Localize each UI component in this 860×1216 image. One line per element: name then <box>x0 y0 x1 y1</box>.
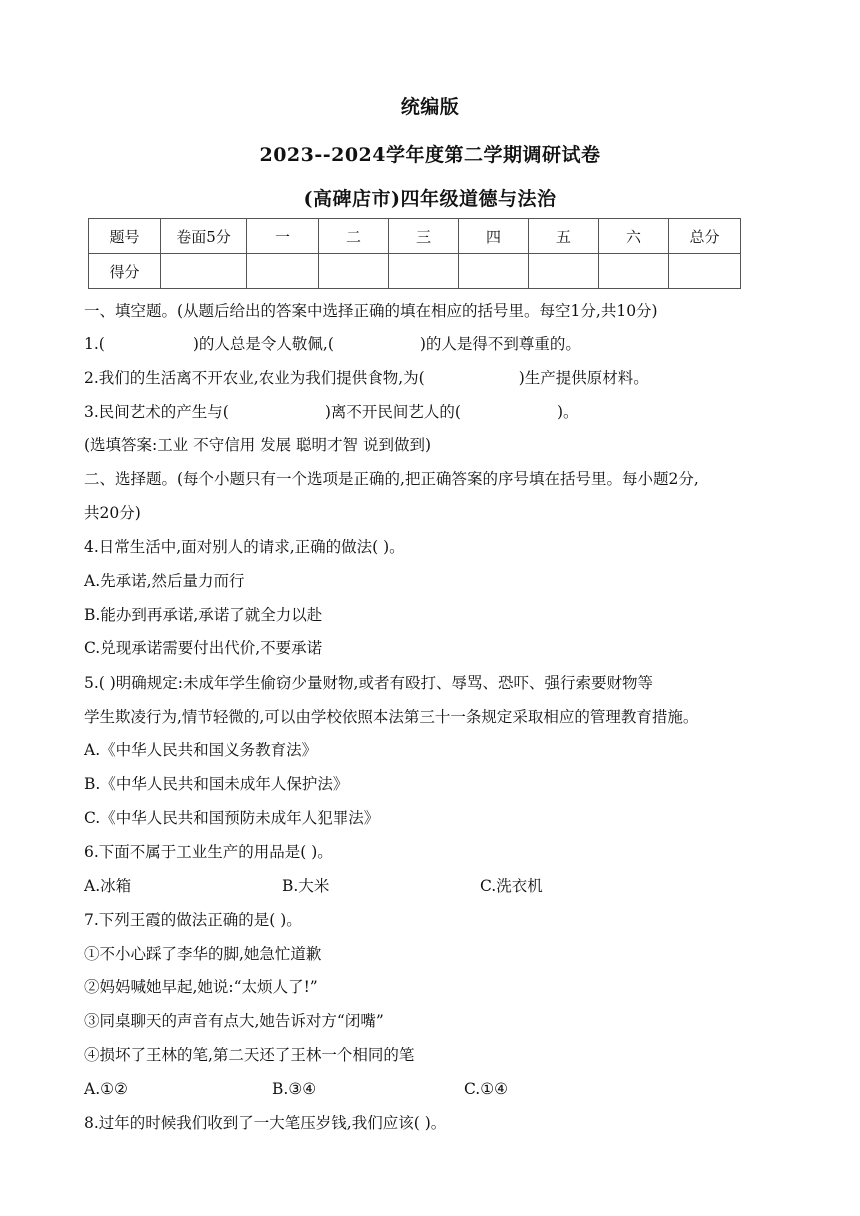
q1-text-c: )的人是得不到尊重的。 <box>419 335 581 353</box>
score-header-cell: 五 <box>529 219 599 254</box>
question-6-stem: 6.下面不属于工业生产的用品是( )。 <box>84 843 333 861</box>
score-table <box>88 218 741 289</box>
question-2 <box>84 367 649 389</box>
score-input-cell[interactable] <box>669 254 741 289</box>
question-5-stem-line1: 5.( )明确规定:未成年学生偷窃少量财物,或者有殴打、辱骂、恐吓、强行索要财物等 <box>84 674 653 692</box>
question-7-stem: 7.下列王霞的做法正确的是( )。 <box>84 911 302 929</box>
score-header-cell: 四 <box>459 219 529 254</box>
score-input-cell[interactable] <box>599 254 669 289</box>
exam-subtitle: (高碑店市)四年级道德与法治 <box>303 188 557 210</box>
question-5-stem-line2: 学生欺凌行为,情节轻微的,可以由学校依照本法第三十一条规定采取相应的管理教育措施。 <box>84 708 699 726</box>
question-7-item-2: ②妈妈喊她早起,她说:“太烦人了!” <box>84 978 318 996</box>
question-7-item-1: ①不小心踩了李华的脚,她急忙道歉 <box>84 945 322 963</box>
question-7-item-3: ③同桌聊天的声音有点大,她告诉对方“闭嘴” <box>84 1012 384 1030</box>
question-7-item-4: ④损坏了王林的笔,第二天还了王林一个相同的笔 <box>84 1046 415 1064</box>
score-header-cell: 题号 <box>89 219 161 254</box>
score-header-cell: 总分 <box>669 219 741 254</box>
score-header-cell: 六 <box>599 219 669 254</box>
score-input-cell[interactable] <box>459 254 529 289</box>
question-4-option-a: A.先承诺,然后量力而行 <box>84 572 245 590</box>
exam-title: 2023--2024学年度第二学期调研试卷 <box>259 144 601 166</box>
question-7-option-a: A.①② <box>84 1080 128 1098</box>
score-input-cell[interactable] <box>389 254 459 289</box>
question-5-option-b: B.《中华人民共和国未成年人保护法》 <box>84 775 349 793</box>
score-input-cell[interactable] <box>247 254 319 289</box>
question-7-options <box>84 1078 508 1100</box>
q3-text-c: )。 <box>556 403 579 421</box>
question-1 <box>84 333 581 355</box>
q2-text-a: 2.我们的生活离不开农业,农业为我们提供食物,为( <box>84 369 425 387</box>
q1-text-a: 1.( <box>84 335 105 353</box>
question-4-stem: 4.日常生活中,面对别人的请求,正确的做法( )。 <box>84 538 405 556</box>
score-input-cell[interactable] <box>161 254 247 289</box>
score-input-cell[interactable] <box>319 254 389 289</box>
question-5-option-a: A.《中华人民共和国义务教育法》 <box>84 741 318 759</box>
section1-answer-choices: (选填答案:工业 不守信用 发展 聪明才智 说到做到) <box>84 436 432 454</box>
score-header-cell: 二 <box>319 219 389 254</box>
section2-heading-line2: 共20分) <box>84 504 141 522</box>
score-row-label: 得分 <box>89 254 161 289</box>
q3-text-b: )离不开民间艺人的( <box>324 403 461 421</box>
score-header-cell: 卷面5分 <box>161 219 247 254</box>
question-6-option-a: A.冰箱 <box>84 877 132 895</box>
score-input-cell[interactable] <box>529 254 599 289</box>
edition-title: 统编版 <box>400 96 460 118</box>
q2-text-b: )生产提供原材料。 <box>518 369 649 387</box>
q3-text-a: 3.民间艺术的产生与( <box>84 403 229 421</box>
question-4-option-b: B.能办到再承诺,承诺了就全力以赴 <box>84 606 323 624</box>
question-8-stem: 8.过年的时候我们收到了一大笔压岁钱,我们应该( )。 <box>84 1114 447 1132</box>
q1-text-b: )的人总是令人敬佩,( <box>192 335 334 353</box>
question-6-options <box>84 875 543 897</box>
question-6-option-b: B.大米 <box>282 877 330 895</box>
score-table-score-row <box>89 254 741 289</box>
section1-heading: 一、填空题。(从题后给出的答案中选择正确的填在相应的括号里。每空1分,共10分) <box>84 302 658 320</box>
question-7-option-c: C.①④ <box>464 1080 509 1098</box>
question-6-option-c: C.洗衣机 <box>480 877 543 895</box>
question-5-option-c: C.《中华人民共和国预防未成年人犯罪法》 <box>84 809 380 827</box>
score-header-cell: 一 <box>247 219 319 254</box>
question-7-option-b: B.③④ <box>272 1080 317 1098</box>
score-header-cell: 三 <box>389 219 459 254</box>
score-table-header-row <box>89 219 741 254</box>
section2-heading-line1: 二、选择题。(每个小题只有一个选项是正确的,把正确答案的序号填在括号里。每小题2分, <box>84 470 699 488</box>
question-4-option-c: C.兑现承诺需要付出代价,不要承诺 <box>84 639 323 657</box>
question-3 <box>84 401 579 423</box>
